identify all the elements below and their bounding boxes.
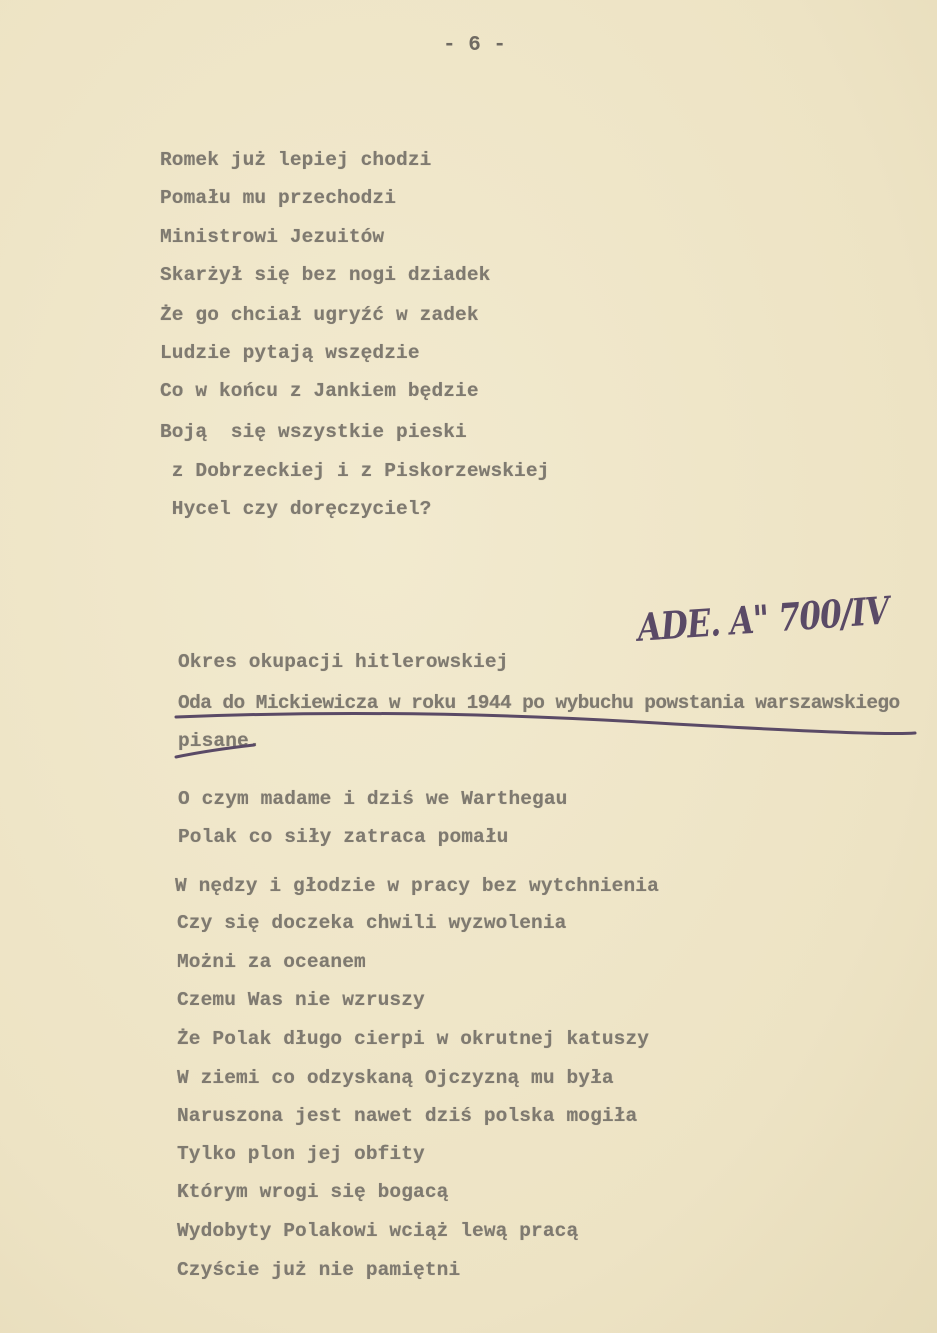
poem-line: W ziemi co odzyskaną Ojczyzną mu była bbox=[177, 1067, 614, 1089]
poem-line: z Dobrzeckiej i z Piskorzewskiej bbox=[160, 460, 550, 482]
poem-line: Ministrowi Jezuitów bbox=[160, 226, 385, 248]
poem-line: Co w końcu z Jankiem będzie bbox=[160, 380, 479, 402]
poem-line: Ludzie pytają wszędzie bbox=[160, 342, 420, 364]
poem-line: Naruszona jest nawet dziś polska mogiła bbox=[177, 1105, 638, 1127]
poem-line: Pomału mu przechodzi bbox=[160, 187, 397, 209]
title-line-1: Oda do Mickiewicza w roku 1944 po wybuchu powstania warszawskiego bbox=[178, 692, 900, 714]
poem-line: Tylko plon jej obfity bbox=[177, 1143, 425, 1165]
poem-line: Czy się doczeka chwili wyzwolenia bbox=[177, 912, 567, 934]
poem-line: W nędzy i głodzie w pracy bez wytchnienia bbox=[175, 875, 659, 897]
poem-line: Czemu Was nie wzruszy bbox=[177, 989, 425, 1011]
poem-line: Że go chciał ugryźć w zadek bbox=[160, 304, 479, 326]
poem-line: O czym madame i dziś we Warthegau bbox=[178, 788, 568, 810]
page-number: - 6 - bbox=[443, 34, 507, 57]
title-line-2: pisane. bbox=[178, 730, 261, 752]
section-heading: Okres okupacji hitlerowskiej bbox=[178, 651, 509, 673]
poem-line: Boją się wszystkie pieski bbox=[160, 421, 467, 443]
poem-line: Polak co siły zatraca pomału bbox=[178, 826, 509, 848]
poem-line: Możni za oceanem bbox=[177, 951, 366, 973]
archive-signature-mark: ADE. A" 700/IV bbox=[635, 587, 891, 650]
poem-line: Skarżył się bez nogi dziadek bbox=[160, 264, 491, 286]
poem-line: Że Polak długo cierpi w okrutnej katuszy bbox=[177, 1028, 650, 1050]
poem-line: Którym wrogi się bogacą bbox=[177, 1181, 449, 1203]
poem-line: Hycel czy doręczyciel? bbox=[160, 498, 432, 520]
poem-line: Wydobyty Polakowi wciąż lewą pracą bbox=[177, 1220, 579, 1242]
poem-line: Czyście już nie pamiętni bbox=[177, 1259, 461, 1281]
poem-line: Romek już lepiej chodzi bbox=[160, 149, 432, 171]
